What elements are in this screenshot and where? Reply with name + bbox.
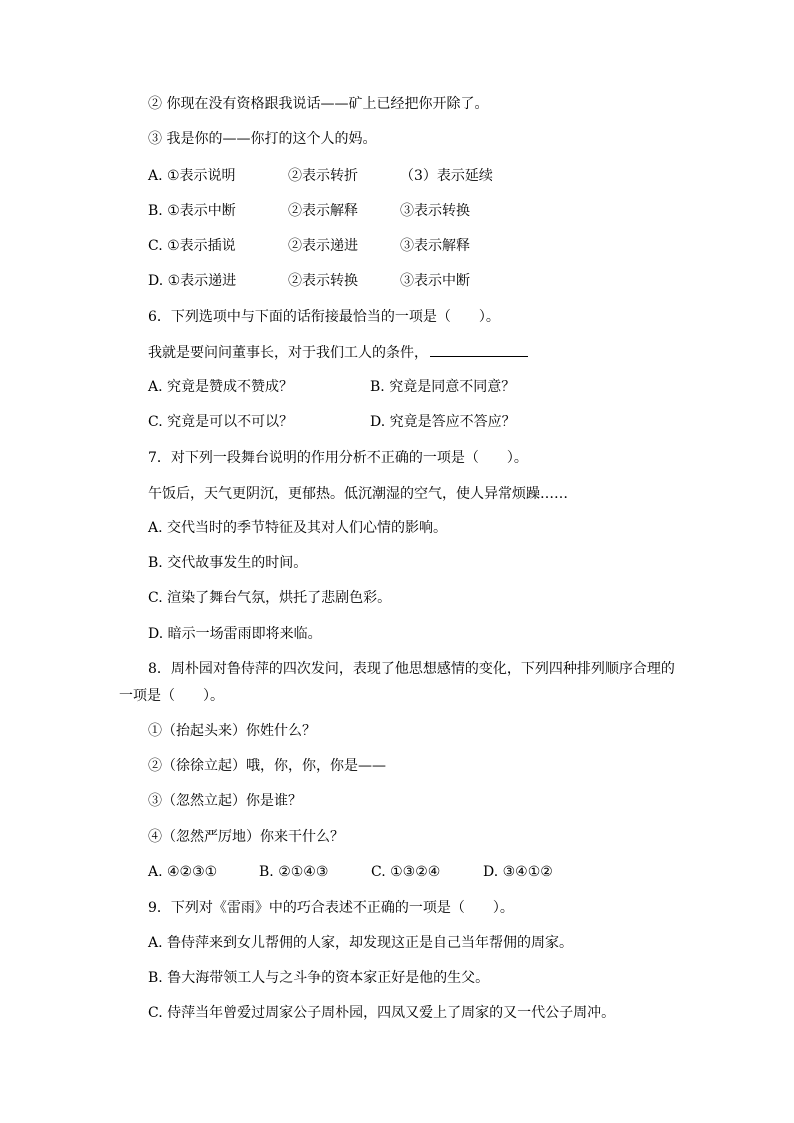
q5-option-b-part-3: ③表示转换 (400, 203, 470, 219)
q6-passage-text: 我就是要问问董事长，对于我们工人的条件， (148, 345, 428, 361)
q9-question: 9．下列对《雷雨》中的巧合表述不正确的一项是（ ）。 (148, 900, 514, 916)
q6-option-c: C. 究竟是可以不可以？ (148, 414, 294, 430)
q7-option-d: D. 暗示一场雷雨即将来临。 (148, 626, 322, 642)
q5-item-3: ③ 我是你的——你打的这个人的妈。 (148, 131, 377, 147)
q8-item-2: ②（徐徐立起）哦，你，你，你是—— (148, 758, 386, 774)
q8-option-d: D. ③④①② (483, 864, 553, 880)
q5-option-a-part-2: ②表示转折 (288, 168, 358, 184)
q7-passage: 午饭后，天气更阴沉，更郁热。低沉潮湿的空气，使人异常烦躁…… (148, 486, 568, 502)
q5-option-b-part-1: B. ①表示中断 (148, 203, 236, 219)
q8-question-line-2: 一项是（ ）。 (119, 688, 224, 704)
q5-option-c-part-2: ②表示递进 (288, 238, 358, 254)
q5-option-a-part-3: （3）表示延续 (400, 168, 493, 184)
q8-question-line-1: 8．周朴园对鲁侍萍的四次发问，表现了他思想感情的变化，下列四种排列顺序合理的 (148, 661, 675, 677)
q5-option-c-part-3: ③表示解释 (400, 238, 470, 254)
q5-option-a-part-1: A. ①表示说明 (148, 168, 236, 184)
q5-option-c-part-1: C. ①表示插说 (148, 238, 236, 254)
q9-option-a: A. 鲁侍萍来到女儿帮佣的人家，却发现这正是自己当年帮佣的周家。 (148, 935, 574, 951)
q7-question: 7．对下列一段舞台说明的作用分析不正确的一项是（ ）。 (148, 450, 528, 466)
q7-option-a: A. 交代当时的季节特征及其对人们心情的影响。 (148, 520, 448, 536)
q5-option-d-part-3: ③表示中断 (400, 273, 470, 289)
q6-option-b: B. 究竟是同意不同意？ (370, 379, 516, 395)
q8-option-c: C. ①③②④ (371, 864, 441, 880)
q8-item-1: ①（抬起头来）你姓什么？ (148, 723, 316, 739)
q6-answer-blank (430, 342, 528, 357)
q5-option-d-part-1: D. ①表示递进 (148, 273, 237, 289)
q6-question: 6．下列选项中与下面的话衔接最恰当的一项是（ ）。 (148, 309, 500, 325)
q5-option-b-part-2: ②表示解释 (288, 203, 358, 219)
q5-item-2: ② 你现在没有资格跟我说话——矿上已经把你开除了。 (148, 96, 489, 112)
q8-option-a: A. ④②③① (148, 864, 218, 880)
q9-option-b: B. 鲁大海带领工人与之斗争的资本家正好是他的生父。 (148, 970, 490, 986)
q6-option-d: D. 究竟是答应不答应？ (370, 414, 516, 430)
q8-item-3: ③（忽然立起）你是谁？ (148, 793, 302, 809)
q7-option-c: C. 渲染了舞台气氛，烘托了悲剧色彩。 (148, 590, 392, 606)
q6-passage (148, 342, 528, 363)
q6-option-a: A. 究竟是赞成不赞成？ (148, 379, 294, 395)
q8-item-4: ④（忽然严厉地）你来干什么？ (148, 829, 344, 845)
q8-option-b: B. ②①④③ (259, 864, 329, 880)
q9-option-c: C. 侍萍当年曾爱过周家公子周朴园，四凤又爱上了周家的又一代公子周冲。 (148, 1005, 616, 1021)
q5-option-d-part-2: ②表示转换 (288, 273, 358, 289)
q7-option-b: B. 交代故事发生的时间。 (148, 555, 308, 571)
